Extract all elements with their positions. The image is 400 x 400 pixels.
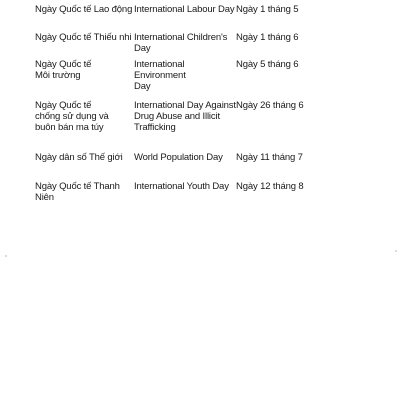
vietnamese-name: Ngày Quốc tế chống sử dụng và buôn bán ma túy <box>35 100 109 133</box>
observance-date: Ngày 5 tháng 6 <box>236 59 299 70</box>
vietnamese-name: Ngày Quốc tế Môi trường <box>35 59 92 81</box>
scan-speck <box>5 255 7 257</box>
vietnamese-name: Ngày Quốc tế Thanh Niên <box>35 181 120 203</box>
observance-date: Ngày 11 tháng 7 <box>236 152 303 163</box>
vietnamese-name: Ngày dân số Thế giới <box>35 152 123 163</box>
english-name: International Children's Day <box>134 32 228 54</box>
english-name: World Population Day <box>134 152 223 163</box>
observance-date: Ngày 26 tháng 6 <box>236 100 304 111</box>
vietnamese-name: Ngày Quốc tế Thiếu nhi <box>35 32 132 43</box>
english-name: International Environment Day <box>134 59 186 92</box>
observance-date: Ngày 12 tháng 8 <box>236 181 304 192</box>
vietnamese-name: Ngày Quốc tế Lao động <box>35 4 133 15</box>
observance-date: Ngày 1 tháng 6 <box>236 32 299 43</box>
english-name: International Youth Day <box>134 181 229 192</box>
english-name: International Labour Day <box>134 4 235 15</box>
observance-date: Ngày 1 tháng 5 <box>236 4 299 15</box>
scan-speck <box>395 250 397 252</box>
english-name: International Day Against Drug Abuse and Illicit Trafficking <box>134 100 236 133</box>
